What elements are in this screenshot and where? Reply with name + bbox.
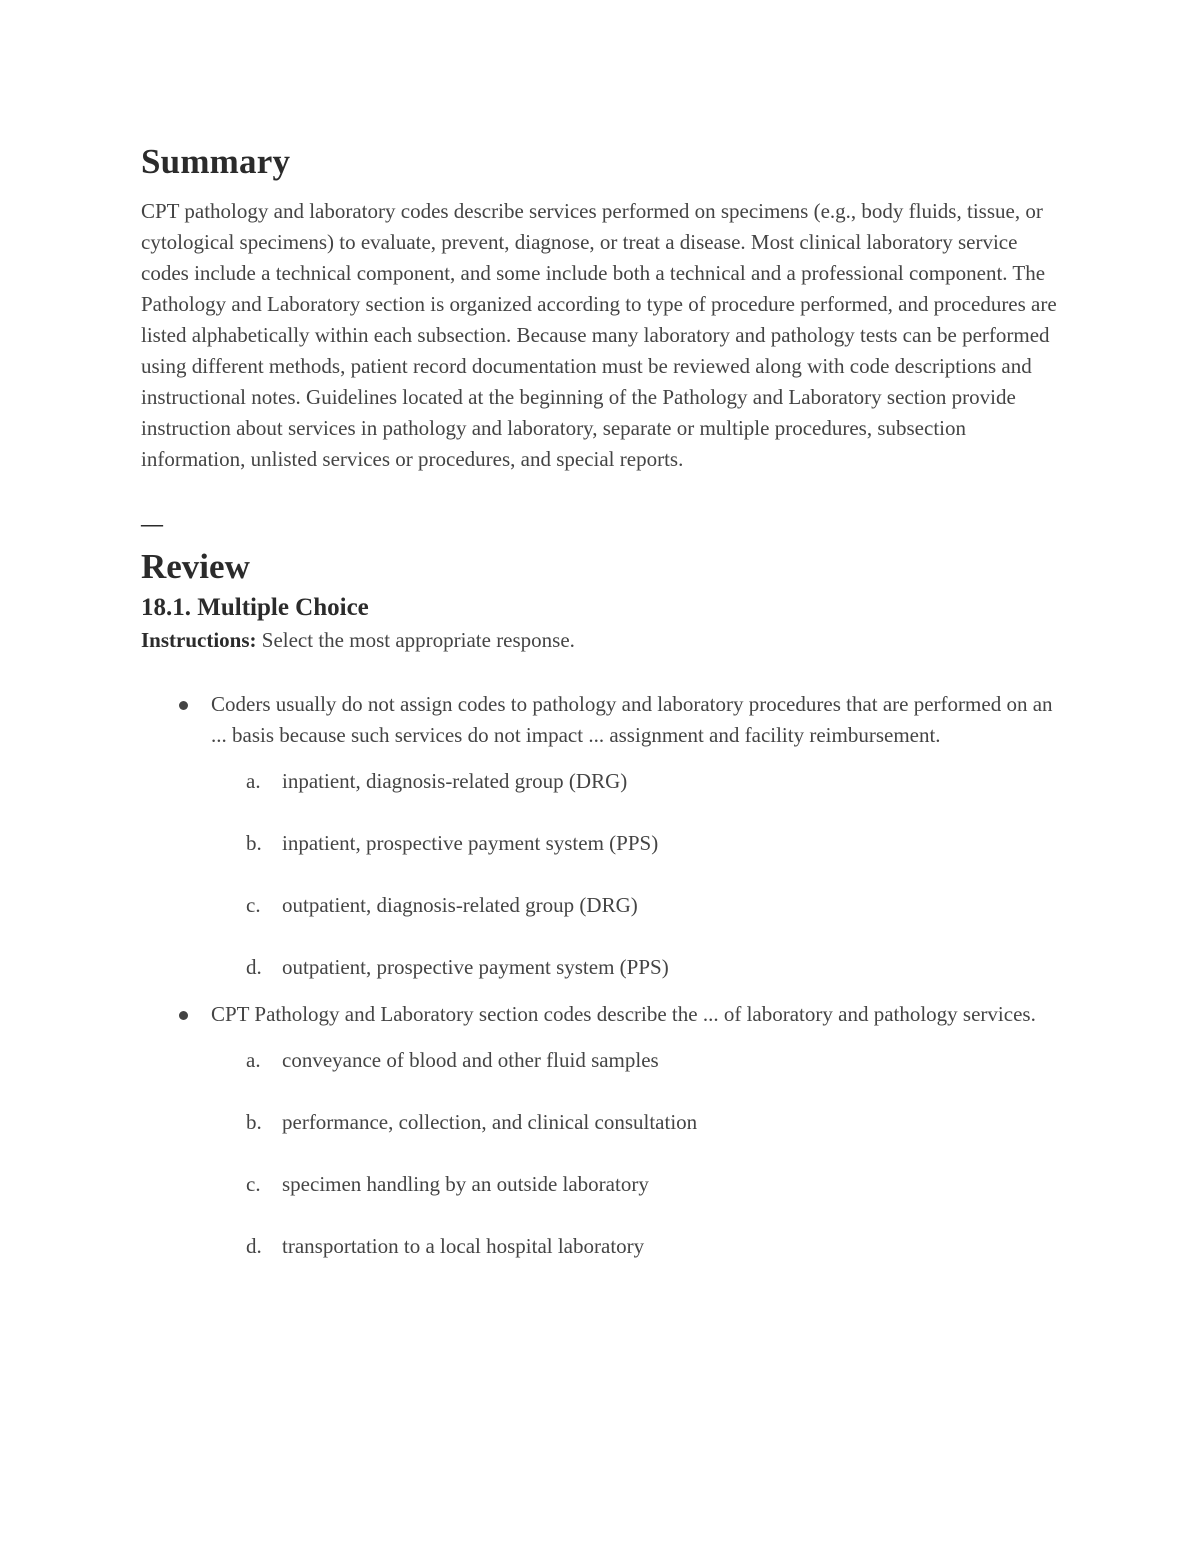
question-1 (141, 689, 1061, 751)
option-letter: d. (246, 955, 262, 979)
answer-option (141, 828, 1061, 859)
answer-options (141, 1045, 1061, 1262)
option-letter: b. (246, 1110, 262, 1134)
option-letter: b. (246, 831, 262, 855)
question-text: Coders usually do not assign codes to pathology and laboratory procedures that are performed on an ... basis because such services do not impact ... assignment and facility reimbursement. (211, 692, 1053, 747)
answer-option (141, 1107, 1061, 1138)
answer-option (141, 952, 1061, 983)
instructions-text: Select the most appropriate response. (256, 628, 575, 652)
answer-option (141, 1231, 1061, 1262)
instructions-label: Instructions: (141, 628, 257, 652)
bullet-icon (179, 701, 188, 710)
summary-heading: Summary (141, 142, 291, 181)
option-letter: c. (246, 1172, 261, 1196)
question-block (141, 689, 1061, 983)
multiple-choice-heading: 18.1. Multiple Choice (141, 594, 369, 621)
instructions-line (141, 625, 1061, 655)
summary-paragraph: CPT pathology and laboratory codes describe services performed on specimens (e.g., body fluids, tissue, or cytological specimens) to evaluate, prevent, diagnose, or treat a disease. Most clinical laboratory service codes include a technical component, and some include both a technical and a professional component. The Pathology and Laboratory section is organized according to type of procedure performed, and procedures are listed alphabetically within each subsection. Because many laboratory and pathology tests can be performed using different methods, patient record documentation must be reviewed along with code descriptions and instructional notes. Guidelines located at the beginning of the Pathology and Laboratory section provide instruction about services in pathology and laboratory, separate or multiple procedures, subsection information, unlisted services or procedures, and special reports. (141, 199, 1057, 471)
document-page (141, 140, 1061, 1293)
question-block (141, 999, 1061, 1262)
answer-option (141, 1045, 1061, 1076)
question-text: CPT Pathology and Laboratory section codes describe the ... of laboratory and pathology services. (211, 1002, 1036, 1026)
option-text: inpatient, prospective payment system (PPS) (282, 831, 659, 855)
answer-option (141, 1169, 1061, 1200)
option-letter: a. (246, 769, 261, 793)
section-divider: — (141, 511, 163, 536)
option-text: conveyance of blood and other fluid samples (282, 1048, 659, 1072)
answer-option (141, 766, 1061, 797)
bullet-icon (179, 1011, 188, 1020)
option-text: outpatient, prospective payment system (PPS) (282, 955, 669, 979)
option-text: specimen handling by an outside laboratory (282, 1172, 649, 1196)
option-text: inpatient, diagnosis-related group (DRG) (282, 769, 628, 793)
option-text: performance, collection, and clinical consultation (282, 1110, 698, 1134)
option-letter: d. (246, 1234, 262, 1258)
answer-options (141, 766, 1061, 983)
option-text: transportation to a local hospital laboratory (282, 1234, 645, 1258)
review-heading: Review (141, 547, 250, 586)
answer-option (141, 890, 1061, 921)
option-letter: a. (246, 1048, 261, 1072)
option-text: outpatient, diagnosis-related group (DRG) (282, 893, 638, 917)
question-2 (141, 999, 1061, 1030)
option-letter: c. (246, 893, 261, 917)
